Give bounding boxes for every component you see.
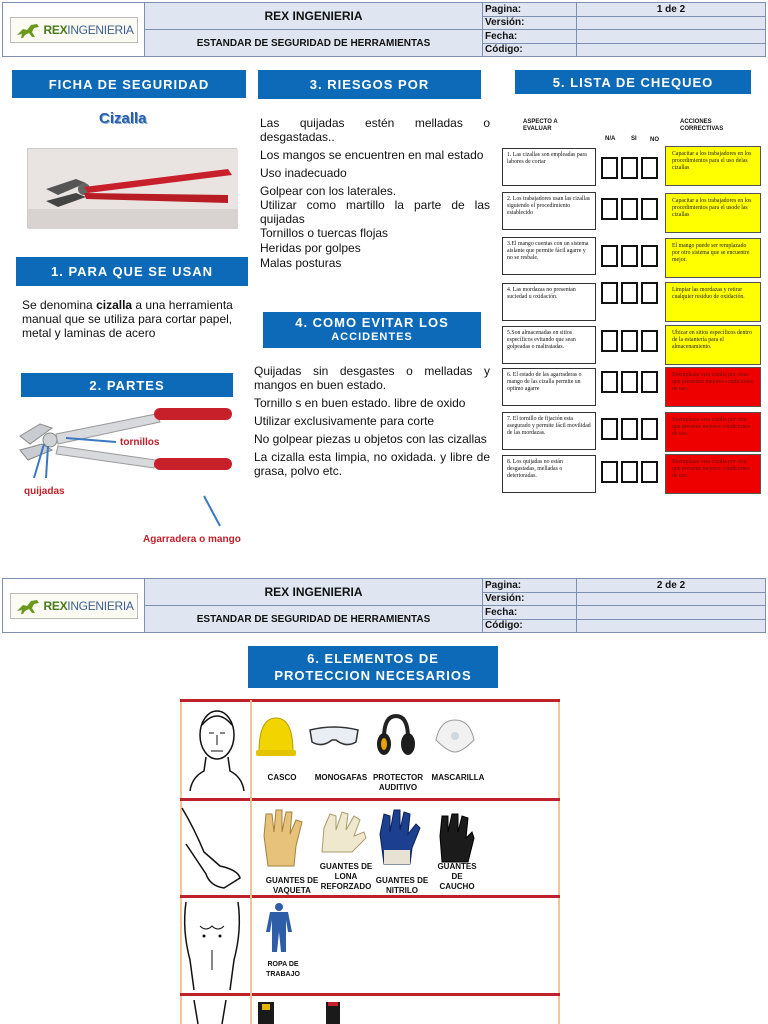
evitar-item: Utilizar exclusivamente para corte <box>254 414 435 428</box>
checkbox-si[interactable] <box>621 282 638 304</box>
helmet-icon <box>255 712 297 764</box>
label-tornillos: tornillos <box>120 437 160 448</box>
epp-divider <box>180 895 560 898</box>
checkbox-na[interactable] <box>601 245 618 267</box>
epp-divider <box>180 993 560 996</box>
checkbox-no[interactable] <box>641 330 658 352</box>
checklist-aspecto: 7. El tornillo de fijación esta asegurado y permite fácil movilidad de las mordazas. <box>502 412 596 450</box>
checkbox-na[interactable] <box>601 371 618 393</box>
checklist-checkboxes <box>601 198 658 220</box>
riesgo-item: Golpear con los laterales. <box>260 184 397 198</box>
banner-evitar: 4. COMO EVITAR LOS ACCIDENTES <box>263 312 481 348</box>
label-agarradera: Agarradera o mango <box>143 534 241 545</box>
checklist-accion: El mango puede ser remplazado por otro sistema que se encuentre mejor. <box>665 238 761 278</box>
evitar-item: Tornillo s en buen estado. libre de oxido <box>254 396 466 410</box>
label-casco: CASCO <box>267 773 297 782</box>
checkbox-si[interactable] <box>621 461 638 483</box>
banner-partes: 2. PARTES <box>21 373 233 397</box>
page-number: 1 de 2 <box>656 3 686 15</box>
banner-epp: 6. ELEMENTOS DE PROTECCION NECESARIOS <box>248 646 498 688</box>
canvas-glove-icon <box>316 808 370 858</box>
banner-checklist: 5. LISTA DE CHEQUEO <box>515 70 751 94</box>
checkbox-si[interactable] <box>621 371 638 393</box>
company-name: REX INGENIERIA <box>145 3 482 30</box>
document-meta: Pagina: 1 de 2 Versión: Fecha: Código: <box>483 3 765 56</box>
checkbox-si[interactable] <box>621 198 638 220</box>
checklist-checkboxes <box>601 418 658 440</box>
work-overall-icon <box>264 902 294 954</box>
checklist-accion: Capacitar a los trabajadores en los procedimientos para el usode las cizallas <box>665 193 761 233</box>
banner-para-que: 1. PARA QUE SE USAN <box>16 257 248 286</box>
nitrile-glove-icon <box>376 806 422 866</box>
header-page-1 <box>2 2 766 57</box>
riesgo-item: Tornillos o tuercas flojas <box>260 226 389 240</box>
riesgo-item: Los mangos se encuentren en mal estado <box>260 148 484 162</box>
para-que-text: Se denomina cizalla a una herramienta manual que se utiliza para cortar papel, metal y laminas de acero <box>22 298 233 340</box>
checklist-aspecto: 3.El mango cuentas con un sistema aislante que permite fácil agarre y no se resbale. <box>502 237 596 275</box>
banner-ficha: FICHA DE SEGURIDAD <box>12 70 246 98</box>
document-meta: Pagina: 2 de 2 Versión: Fecha: Código: <box>483 579 765 632</box>
label-mascarilla: MASCARILLA <box>431 773 485 782</box>
label-monogafas: MONOGAFAS <box>314 773 368 782</box>
document-subtitle: ESTANDAR DE SEGURIDAD DE HERRAMIENTAS <box>196 37 431 49</box>
checkbox-si[interactable] <box>621 418 638 440</box>
label-quijadas: quijadas <box>24 486 65 497</box>
company-logo: REXINGENIERIA <box>3 579 145 632</box>
torso-outline-icon <box>180 900 244 992</box>
checkbox-si[interactable] <box>621 245 638 267</box>
leather-glove-icon <box>258 806 308 868</box>
document-subtitle: ESTANDAR DE SEGURIDAD DE HERRAMIENTAS <box>196 613 431 625</box>
checkbox-na[interactable] <box>601 461 618 483</box>
checklist-aspecto: 4. Las mordazas no presentan suciedad u oxidación. <box>502 283 596 321</box>
checklist-aspecto: 2. Los trabajadores usan las cizallas siguiendo el procedimiento establecido <box>502 192 596 230</box>
legs-outline-icon <box>180 998 244 1024</box>
epp-divider <box>180 798 560 801</box>
label-guantes-lona: GUANTES DE LONA REFORZADO <box>319 862 373 891</box>
riesgos-list <box>260 116 490 274</box>
col-na: N/A <box>605 136 616 142</box>
head-outline-icon <box>188 705 246 795</box>
checkbox-na[interactable] <box>601 282 618 304</box>
riesgo-item: Las quijadas estén melladas o desgastadas.. <box>260 116 490 144</box>
label-guantes-caucho: GUANTES DE CAUCHO <box>437 862 477 891</box>
riesgo-item: Uso inadecuado <box>260 166 347 180</box>
checkbox-na[interactable] <box>601 198 618 220</box>
riesgo-item: Utilizar como martillo la parte de las quijadas <box>260 198 490 226</box>
checklist-accion: Limpiar las mordazas y retirar cualquier residuo de oxidación. <box>665 282 761 322</box>
checkbox-no[interactable] <box>641 282 658 304</box>
checklist-accion: Reemplazar esta cizalla por otra que presente mejores condiciones de uso. <box>665 412 761 452</box>
checkbox-na[interactable] <box>601 418 618 440</box>
checklist-checkboxes <box>601 245 658 267</box>
evitar-item: Quijadas sin desgastes o melladas y mangos en buen estado. <box>254 364 490 392</box>
checklist-aspecto: 6. El estado de las agarraderas o mango de las cizalla permite un optimo agarre <box>502 368 596 406</box>
checklist-checkboxes <box>601 330 658 352</box>
checklist-checkboxes <box>601 371 658 393</box>
label-guantes-vaqueta: GUANTES DE VAQUETA <box>265 876 319 895</box>
checkbox-na[interactable] <box>601 330 618 352</box>
checklist-checkboxes <box>601 282 658 304</box>
checkbox-no[interactable] <box>641 157 658 179</box>
label-protector-auditivo: PROTECTOR AUDITIVO <box>372 773 424 792</box>
checklist-accion: Reemplazar esta cizalla por otra que presente mejores condiciones de uso. <box>665 454 761 494</box>
page-number: 2 de 2 <box>656 579 686 591</box>
header-page-2 <box>2 578 766 633</box>
checkbox-no[interactable] <box>641 245 658 267</box>
company-logo: REXINGENIERIA <box>3 3 145 56</box>
riesgo-item: Heridas por golpes <box>260 241 361 255</box>
goggles-icon <box>308 722 360 752</box>
checklist-accion: Capacitar a los trabajadores en los procedimientos para el uso delas cizallas <box>665 146 761 186</box>
company-name: REX INGENIERIA <box>145 579 482 606</box>
checklist-aspecto: 8. Los quijadas no están desgastadas, melladas o deterioradas. <box>502 455 596 493</box>
col-no: NO <box>650 137 659 143</box>
rubber-glove-icon <box>436 812 476 864</box>
checklist-accion: Reemplazar esta cizalla por otras que presenten mejores condiciones de uso. <box>665 367 761 407</box>
dinosaur-icon <box>15 21 41 39</box>
dinosaur-icon <box>15 597 41 615</box>
mask-icon <box>432 716 478 756</box>
evitar-item: No golpear piezas u objetos con las cizallas <box>254 432 487 446</box>
evitar-list <box>254 364 490 482</box>
checklist-checkboxes <box>601 157 658 179</box>
cizalla-parts-diagram <box>16 400 256 550</box>
checkbox-no[interactable] <box>641 418 658 440</box>
arm-outline-icon <box>180 804 244 892</box>
checkbox-no[interactable] <box>641 461 658 483</box>
checklist-checkboxes <box>601 461 658 483</box>
checkbox-no[interactable] <box>641 371 658 393</box>
cizalla-photo-icon <box>28 149 238 229</box>
boot-icon <box>322 1000 344 1024</box>
label-ropa-trabajo: ROPA DE TRABAJO <box>266 961 300 978</box>
checkbox-na[interactable] <box>601 157 618 179</box>
checkbox-no[interactable] <box>641 198 658 220</box>
checklist-aspecto: 1. Las cizallas son empleadas para labores de cortar <box>502 148 596 186</box>
col-aspecto: ASPECTO A EVALUAR <box>523 119 558 132</box>
checklist-accion: Ubicar en sitios específicos dentro de la estantería para el almacenamiento. <box>665 325 761 365</box>
checklist-aspecto: 5.Son almacenadas en sitios específicos evitando que sean golpeadas o maltratadas. <box>502 326 596 364</box>
col-si: SI <box>631 136 637 142</box>
epp-column-divider <box>250 700 252 1024</box>
ear-protector-icon <box>376 712 416 762</box>
banner-riesgos: 3. RIESGOS POR <box>258 70 481 99</box>
evitar-item: La cizalla esta limpia, no oxidada. y libre de grasa, polvo etc. <box>254 450 490 478</box>
epp-divider <box>180 699 560 702</box>
col-acciones: ACCIONES CORRECTIVAS <box>680 119 724 132</box>
checkbox-si[interactable] <box>621 157 638 179</box>
cizalla-photo <box>27 148 237 228</box>
label-guantes-nitrilo: GUANTES DE NITRILO <box>375 876 429 895</box>
checkbox-si[interactable] <box>621 330 638 352</box>
boot-icon <box>254 1000 280 1024</box>
tool-name: Cizalla <box>99 110 147 127</box>
riesgo-item: Malas posturas <box>260 256 342 270</box>
